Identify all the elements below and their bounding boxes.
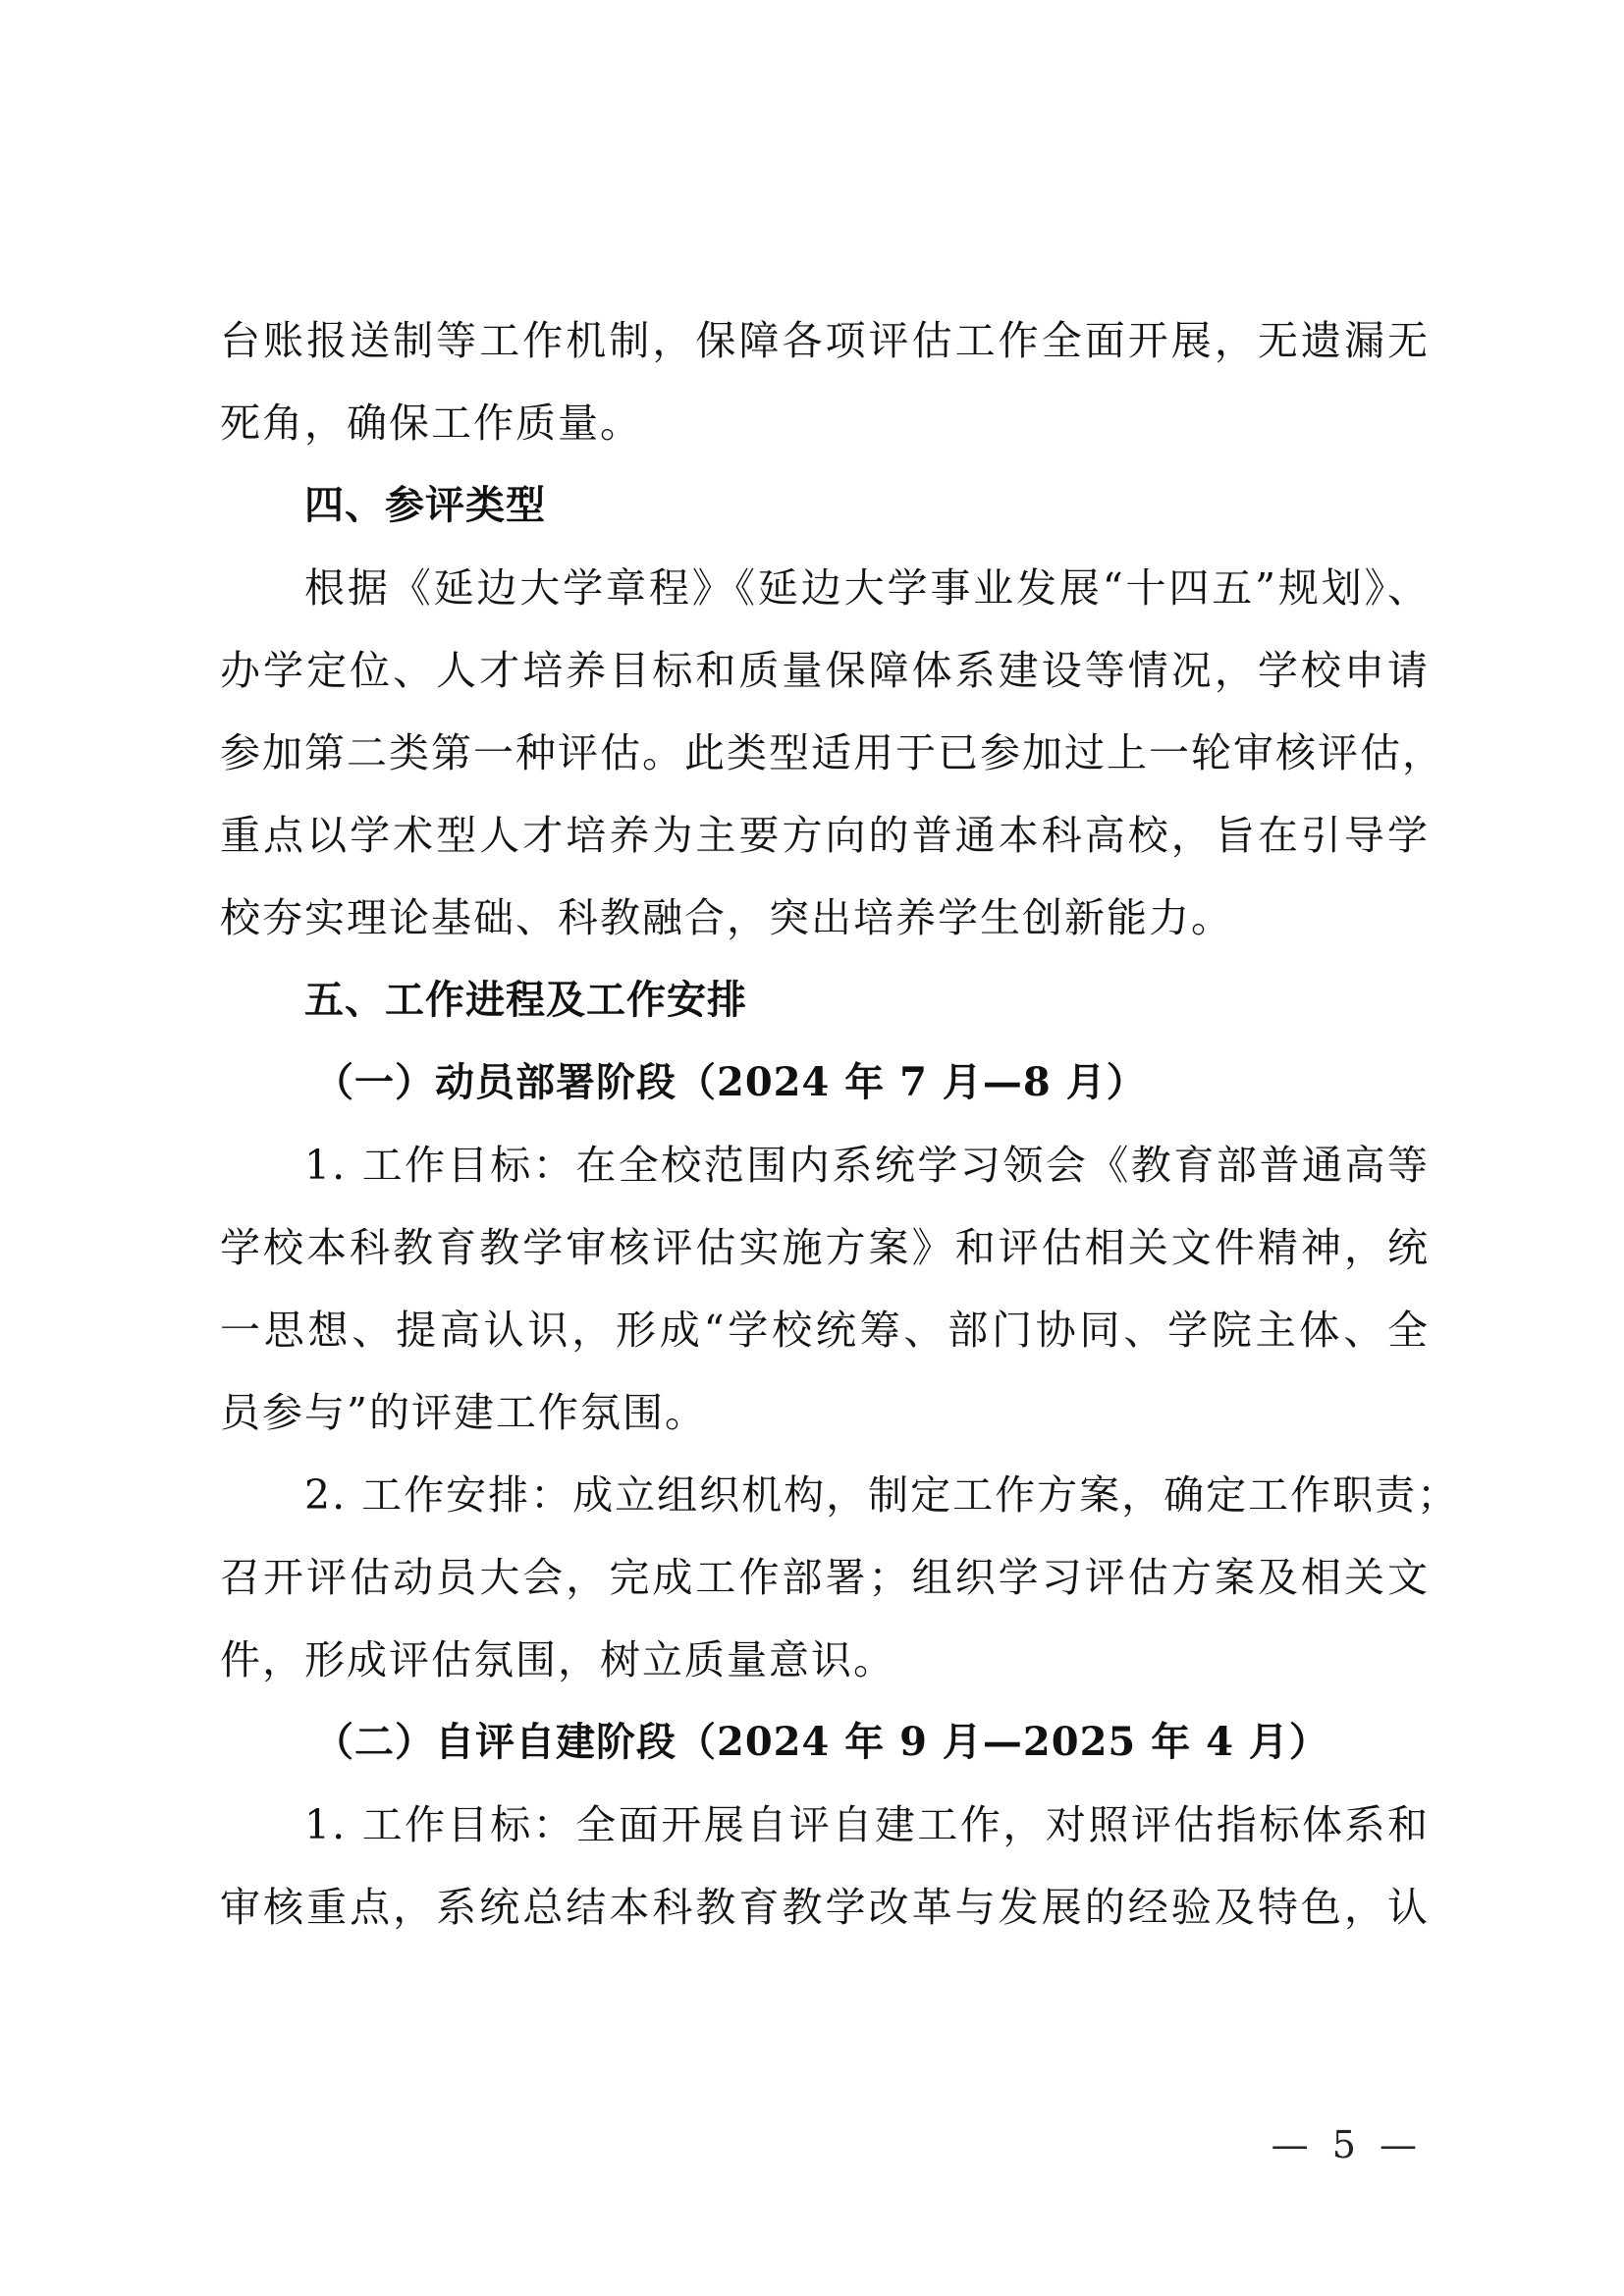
body-line: 学校本科教育教学审核评估实施方案》和评估相关文件精神，统 [220, 1224, 1430, 1271]
body-line: 2. 工作安排：成立组织机构，制定工作方案，确定工作职责； [304, 1471, 1460, 1519]
body-line: 1. 工作目标：全面开展自评自建工作，对照评估指标体系和 [304, 1801, 1430, 1848]
body-line: 一思想、提高认识，形成“学校统筹、部门协同、学院主体、全 [220, 1307, 1430, 1354]
body-line: 台账报送制等工作机制，保障各项评估工作全面开展，无遗漏无 [220, 317, 1430, 364]
body-line: 召开评估动员大会，完成工作部署；组织学习评估方案及相关文 [220, 1554, 1430, 1601]
body-line: 员参与”的评建工作氛围。 [220, 1389, 707, 1436]
body-line: 1. 工作目标：在全校范围内系统学习领会《教育部普通高等 [304, 1142, 1430, 1189]
body-line: 办学定位、人才培养目标和质量保障体系建设等情况，学校申请 [220, 647, 1430, 694]
body-line: 死角，确保工作质量。 [220, 400, 642, 447]
body-line: 审核重点，系统总结本科教育教学改革与发展的经验及特色，认 [220, 1884, 1430, 1931]
body-line: 件，形成评估氛围，树立质量意识。 [220, 1636, 895, 1683]
body-line: 参加第二类第一种评估。此类型适用于已参加过上一轮审核评估， [220, 729, 1444, 776]
section-heading: 四、参评类型 [304, 483, 546, 528]
body-line: 重点以学术型人才培养为主要方向的普通本科高校，旨在引导学 [220, 812, 1430, 859]
subsection-heading: （一）动员部署阶段（2024 年 7 月—8 月） [314, 1059, 1147, 1105]
document-body [220, 299, 1460, 1949]
body-line: 校夯实理论基础、科教融合，突出培养学生创新能力。 [220, 894, 1233, 941]
section-heading: 五、工作进程及工作安排 [304, 978, 747, 1023]
page-number: — 5 — [1271, 2123, 1423, 2166]
body-line: 根据《延边大学章程》《延边大学事业发展“十四五”规划》、 [304, 564, 1430, 612]
subsection-heading: （二）自评自建阶段（2024 年 9 月—2025 年 4 月） [314, 1719, 1329, 1765]
